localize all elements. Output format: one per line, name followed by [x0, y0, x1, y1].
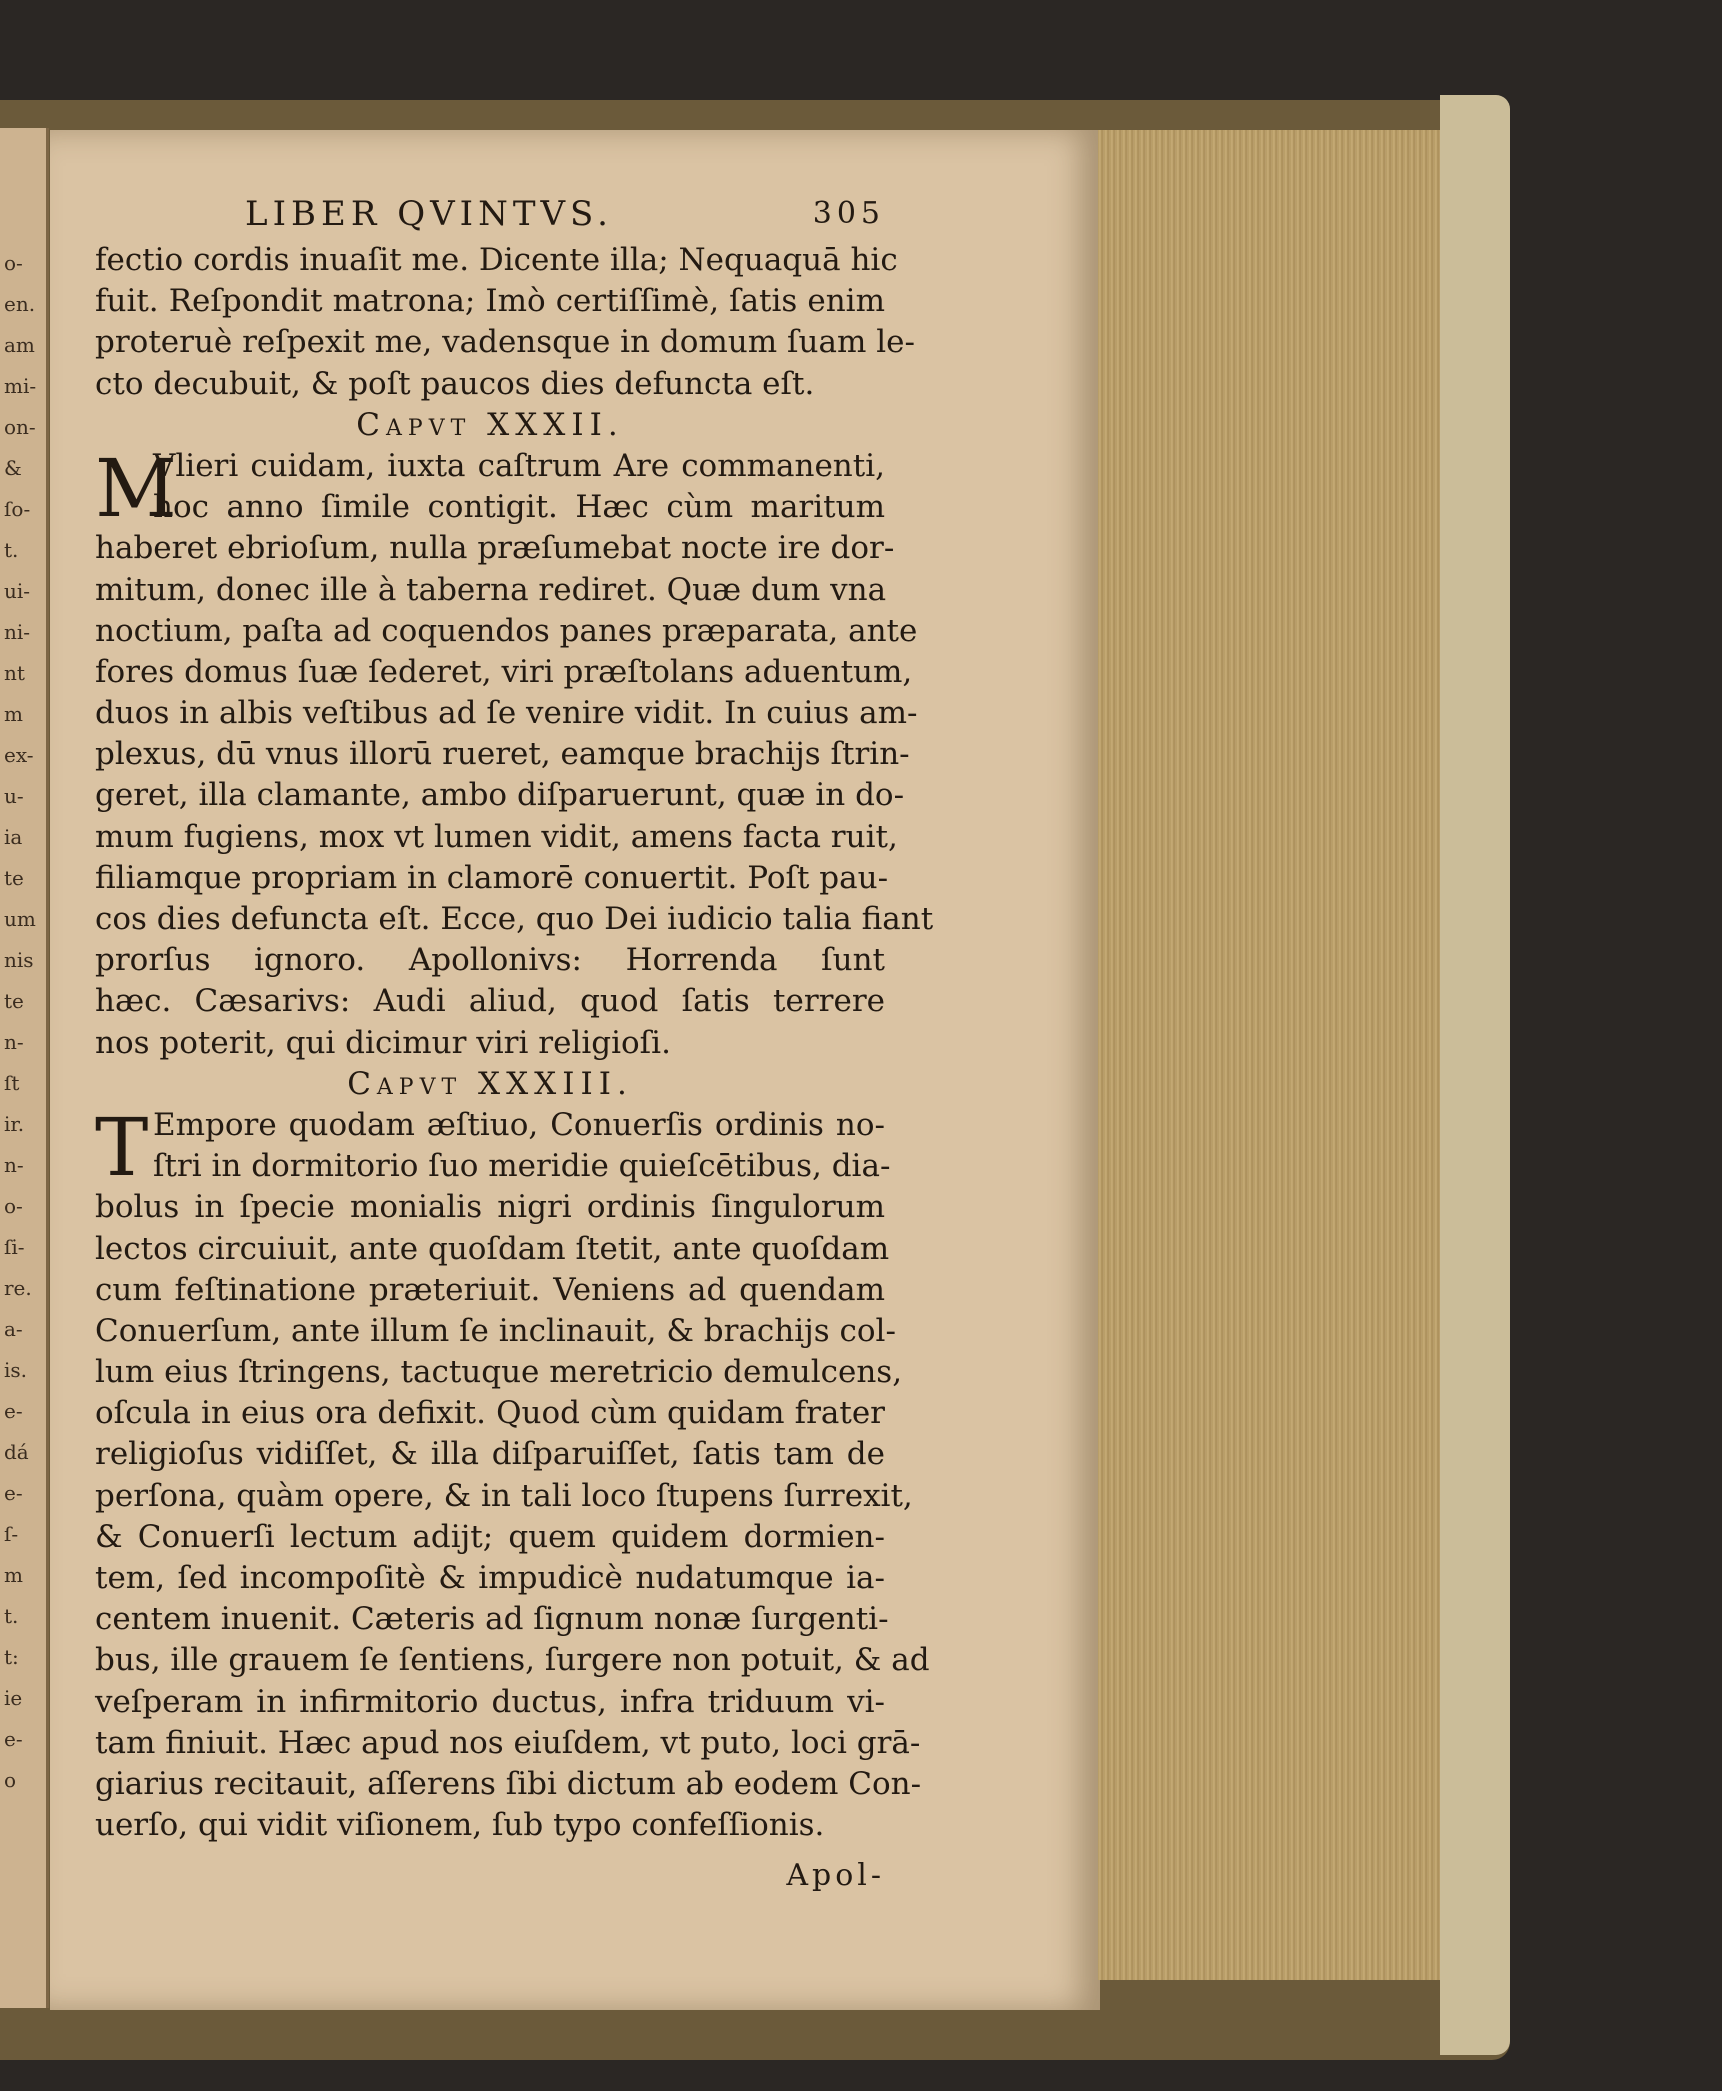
text-line: duos in albis veſtibus ad ſe venire vidit. In cuius am-	[95, 695, 918, 732]
text-line: Vlieri cuidam, iuxta caſtrum Are commanenti,	[153, 447, 885, 484]
left-margin-fragment: o	[4, 1768, 17, 1792]
left-margin-fragment: nt	[4, 661, 25, 685]
catchword: Apol-	[786, 1858, 885, 1894]
left-margin-fragment: re.	[4, 1276, 32, 1300]
running-title: LIBER QVINTVS.	[245, 194, 613, 234]
text-line: fectio cordis inuaſit me. Dicente illa; Nequaquā hic	[95, 242, 898, 278]
left-margin-fragment: ir.	[4, 1112, 25, 1136]
text-line: bolus in ſpecie monialis nigri ordinis ſingulorum	[95, 1189, 885, 1226]
text-line: lum eius ſtringens, tactuque meretricio demulcens,	[95, 1354, 903, 1391]
text-line: Empore quodam æſtiuo, Conuerſis ordinis no-	[153, 1106, 885, 1143]
left-margin-fragment: um	[4, 907, 36, 931]
left-margin-fragment: e-	[4, 1481, 23, 1505]
left-margin-fragment: on-	[4, 415, 36, 439]
left-margin-fragment: e-	[4, 1727, 23, 1751]
drop-cap: T	[95, 1100, 149, 1194]
text-line: centem inuenit. Cæteris ad ſignum nonæ ſurgenti-	[95, 1601, 889, 1638]
left-margin-fragment: is.	[4, 1358, 28, 1382]
text-block	[95, 180, 934, 1906]
text-line: religioſus vidiſſet, & illa diſparuiſſet, ſatis tam de	[95, 1436, 885, 1473]
text-line: perſona, quàm opere, & in tali loco ſtupens ſurrexit,	[95, 1477, 913, 1514]
left-margin-fragment: m	[4, 702, 23, 726]
page-number: 305	[812, 196, 885, 231]
left-margin-fragment: ſ-	[4, 1522, 19, 1546]
text-line: cto decubuit, & poſt paucos dies defuncta eſt.	[95, 365, 815, 402]
cover-edge	[1440, 95, 1510, 2055]
text-line: plexus, dū vnus illorū rueret, eamque brachijs ſtrin-	[95, 736, 910, 773]
left-margin-fragment: mi-	[4, 374, 37, 398]
left-margin-fragment: n-	[4, 1153, 24, 1177]
page-edges	[1098, 130, 1453, 1980]
left-margin-fragment: m	[4, 1563, 23, 1587]
left-page-edge	[0, 128, 49, 2008]
chapter-heading-32: Capvt XXXII.	[356, 406, 624, 443]
text-line: hæc. Cæsarivs: Audi aliud, quod ſatis terrere	[95, 983, 885, 1020]
left-margin-fragment: ſi-	[4, 1235, 25, 1259]
left-margin-text	[4, 243, 44, 1801]
left-margin-fragment: ia	[4, 825, 23, 849]
left-margin-fragment: ni-	[4, 620, 31, 644]
left-margin-fragment: a-	[4, 1317, 23, 1341]
paragraph-2	[95, 441, 934, 1064]
left-margin-fragment: t.	[4, 538, 19, 562]
text-line: mitum, donec ille à taberna rediret. Quæ dum vna	[95, 571, 887, 608]
left-margin-fragment: o-	[4, 251, 23, 275]
text-line: cum feſtinatione præteriuit. Veniens ad quendam	[95, 1271, 885, 1308]
left-margin-fragment: ſo-	[4, 497, 31, 521]
dropcap-block	[95, 1100, 891, 1194]
left-margin-fragment: nis	[4, 948, 34, 972]
text-line: mum fugiens, mox vt lumen vidit, amens facta ruit,	[95, 818, 898, 855]
paragraph-1	[95, 240, 915, 405]
text-line: cos dies defuncta eſt. Ecce, quo Dei iudicio talia fiant	[95, 901, 934, 937]
left-margin-fragment: am	[4, 333, 35, 357]
text-line: lectos circuiuit, ante quoſdam ſtetit, ante quoſdam	[95, 1230, 890, 1267]
left-margin-fragment: dá	[4, 1440, 29, 1464]
text-line: tem, ſed incompoſitè & impudicè nudatumque ia-	[95, 1560, 885, 1596]
left-margin-fragment: o-	[4, 1194, 23, 1218]
left-margin-fragment: n-	[4, 1030, 24, 1054]
left-margin-fragment: u-	[4, 784, 24, 808]
text-line: noctium, paſta ad coquendos panes præparata, ante	[95, 612, 918, 649]
left-margin-fragment: &	[4, 456, 22, 480]
running-header	[95, 180, 885, 240]
left-margin-fragment: t.	[4, 1604, 19, 1628]
text-line: haberet ebrioſum, nulla præſumebat nocte ire dor-	[95, 530, 895, 567]
left-margin-fragment: ui-	[4, 579, 31, 603]
left-margin-fragment: ex-	[4, 743, 34, 767]
left-margin-fragment: te	[4, 989, 24, 1013]
chapter-heading-33: Capvt XXXIII.	[347, 1065, 633, 1102]
text-line: filiamque propriam in clamorē conuertit. Poſt pau-	[95, 859, 889, 896]
text-line: fores domus ſuæ ſederet, viri præſtolans aduentum,	[95, 653, 913, 690]
text-line: giarius recitauit, aſſerens ſibi dictum ab eodem Con-	[95, 1765, 922, 1802]
left-margin-fragment: ie	[4, 1686, 23, 1710]
left-margin-fragment: te	[4, 866, 24, 890]
text-line: ſtri in dormitorio ſuo meridie quieſcētibus, dia-	[153, 1148, 891, 1185]
left-margin-fragment: ſt	[4, 1071, 20, 1095]
text-line: geret, illa clamante, ambo diſparuerunt, quæ in do-	[95, 777, 905, 814]
text-line: Conuerſum, ante illum ſe inclinauit, & brachijs col-	[95, 1312, 896, 1349]
text-line: tam finiuit. Hæc apud nos eiuſdem, vt puto, loci grā-	[95, 1724, 921, 1761]
paragraph-3	[95, 1100, 930, 1846]
text-line: veſperam in infirmitorio ductus, infra triduum vi-	[95, 1683, 885, 1720]
left-margin-fragment: e-	[4, 1399, 23, 1423]
text-line: proteruè reſpexit me, vadensque in domum ſuam le-	[95, 324, 915, 361]
text-line: & Conuerſi lectum adijt; quem quidem dormien-	[95, 1518, 885, 1555]
left-margin-fragment: t:	[4, 1645, 19, 1669]
text-line: uerſo, qui vidit viſionem, ſub typo confeſſionis.	[95, 1807, 825, 1844]
text-line: hoc anno ſimile contigit. Hæc cùm maritum	[153, 489, 885, 526]
text-line: bus, ille grauem ſe ſentiens, ſurgere non potuit, & ad	[95, 1642, 930, 1679]
text-line: fuit. Reſpondit matrona; Imò certiſſimè, ſatis enim	[95, 283, 885, 320]
text-line: prorſus ignoro. Apollonivs: Horrenda ſunt	[95, 942, 885, 979]
text-line: oſcula in eius ora defixit. Quod cùm quidam frater	[95, 1395, 885, 1432]
drop-cap: M	[95, 441, 177, 535]
left-margin-fragment: en.	[4, 292, 36, 316]
dropcap-block	[95, 441, 885, 535]
text-line: nos poterit, qui dicimur viri religioſi.	[95, 1024, 671, 1061]
